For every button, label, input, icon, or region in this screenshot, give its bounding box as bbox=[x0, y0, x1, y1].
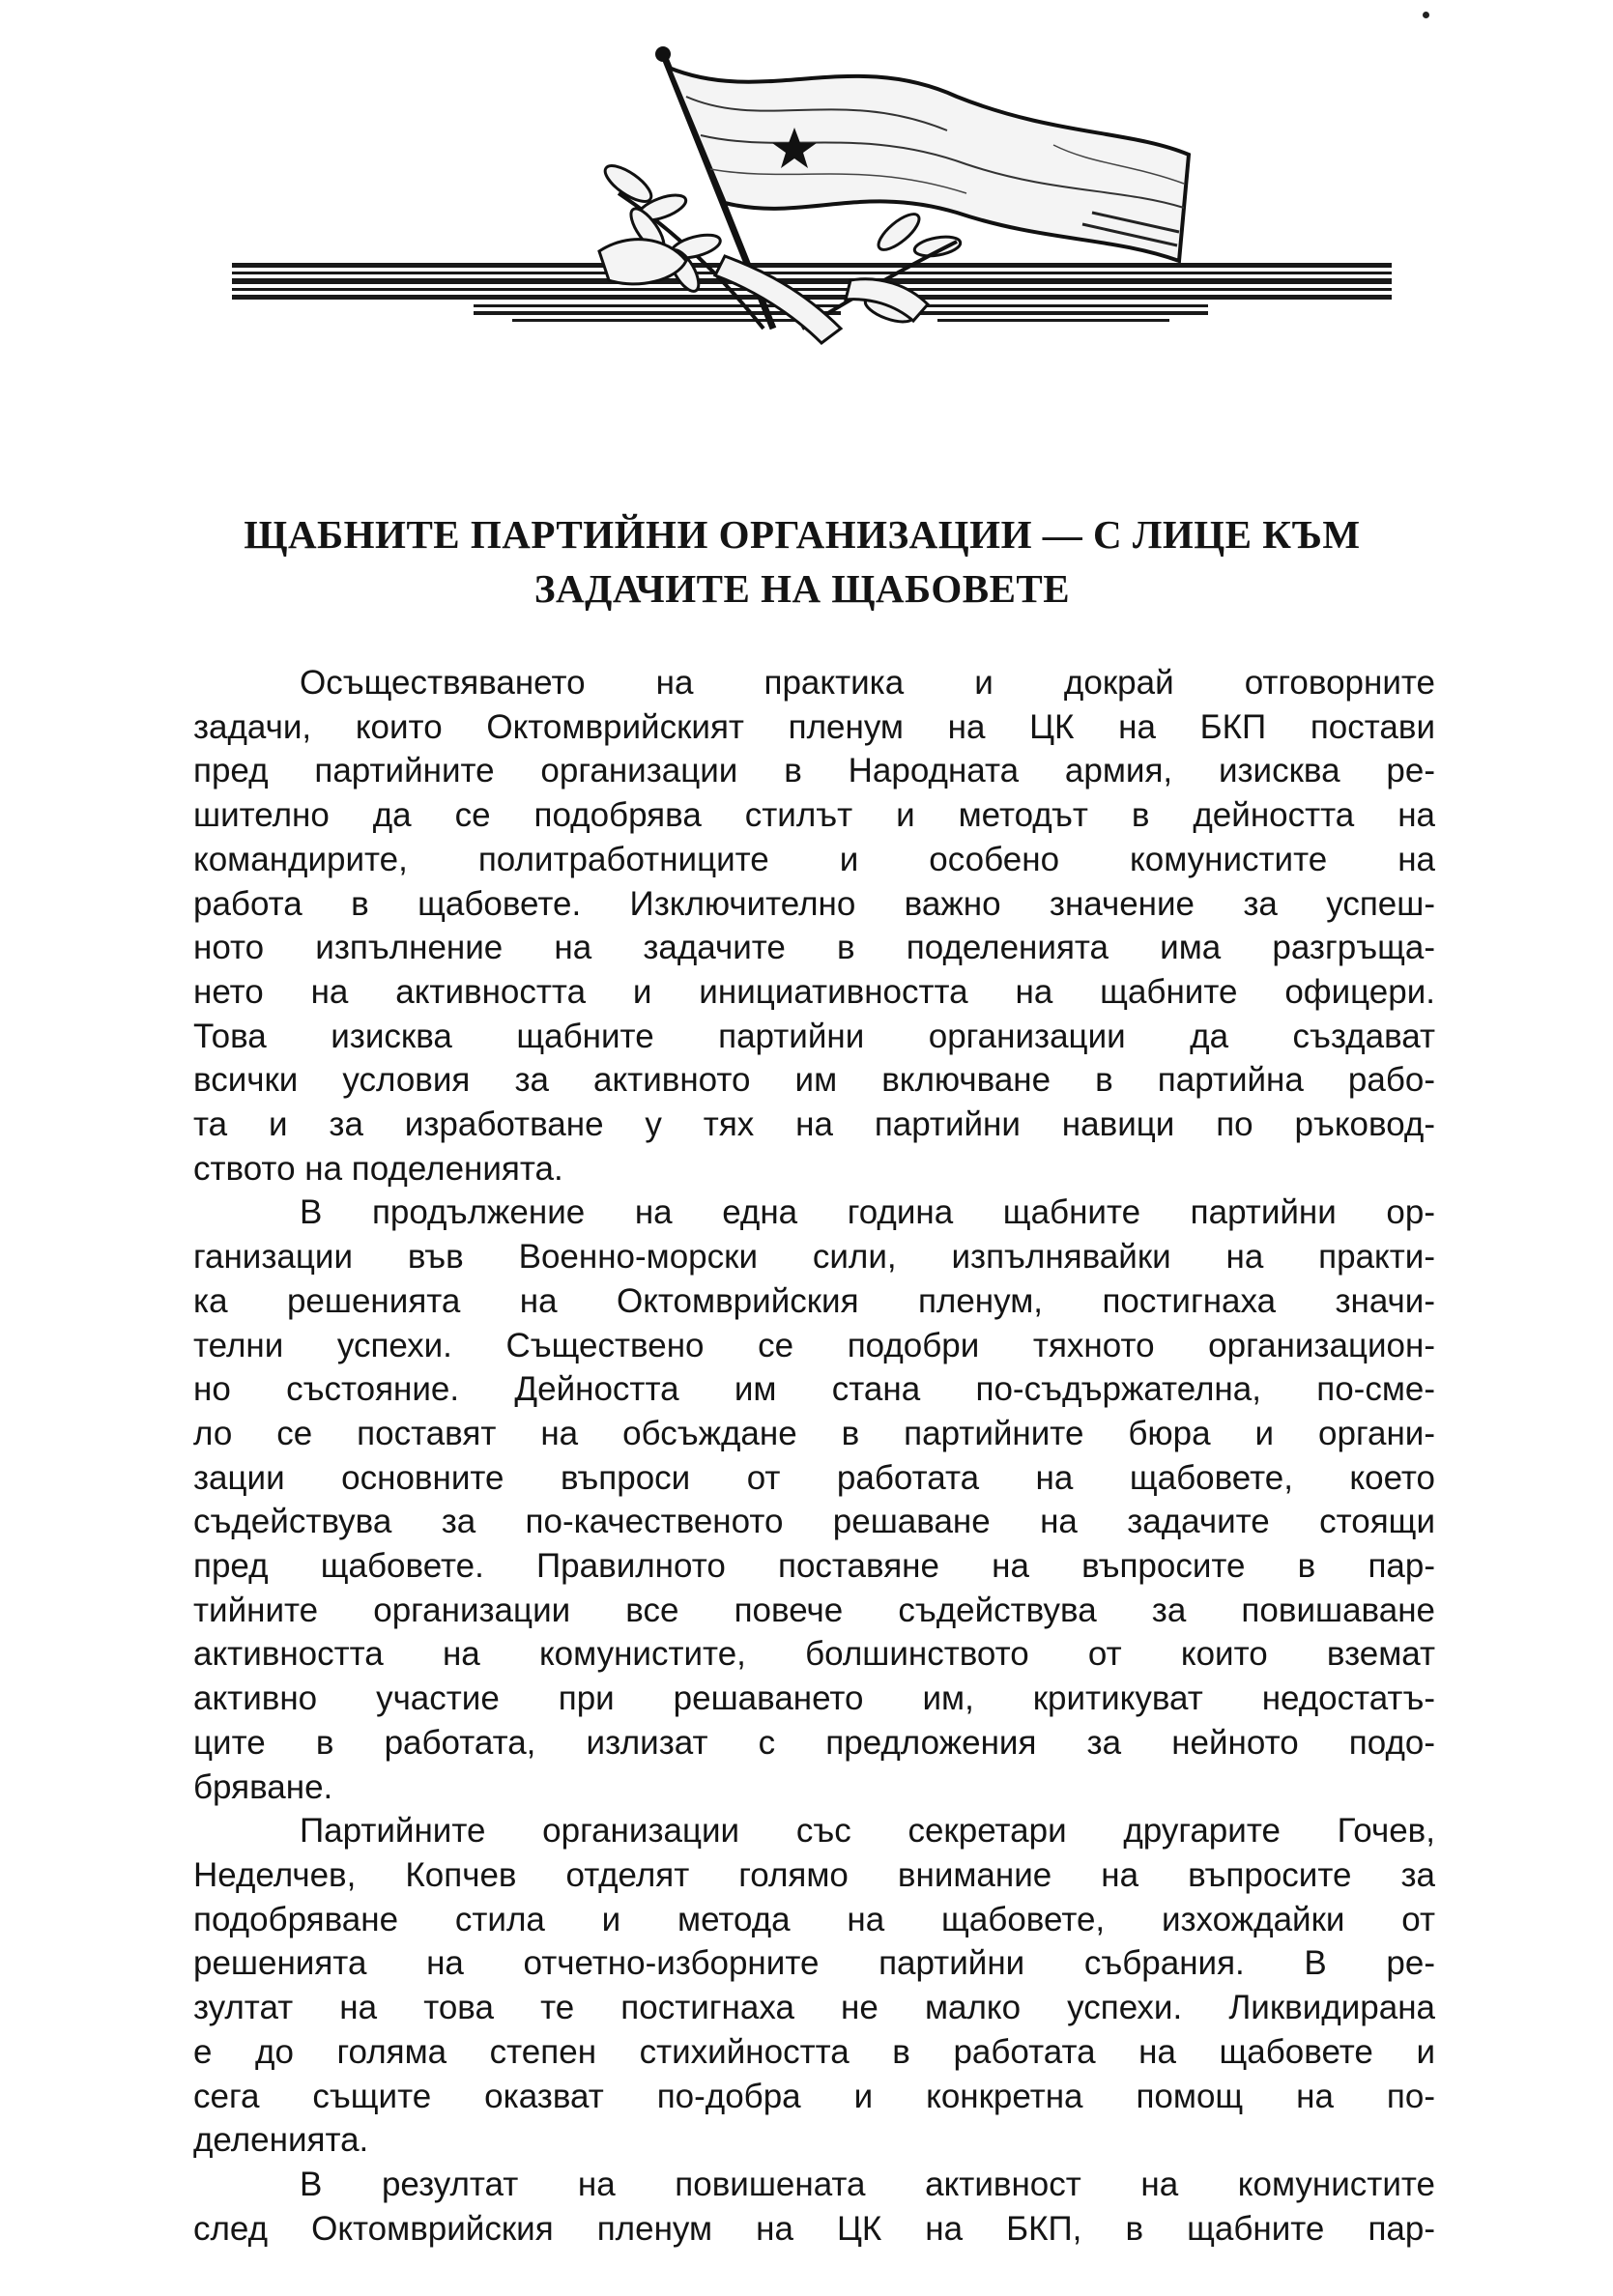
flag-laurel-ornament bbox=[222, 39, 1401, 367]
text-line: след Октомврийския пленум на ЦК на БКП, в щабните пар- bbox=[193, 2209, 1435, 2248]
text-line: задачи, които Октомврийският пленум на ЦК на БКП постави bbox=[193, 707, 1435, 746]
text-line: всички условия за активното им включване в партийна рабо- bbox=[193, 1061, 1435, 1100]
text-line: телни успехи. Съществено се подобри тяхното организацион- bbox=[193, 1326, 1435, 1364]
text-line: подобряване стила и метода на щабовете, изхождайки от bbox=[193, 1900, 1435, 1938]
text-line: Това изисква щабните партийни организации да създават bbox=[193, 1017, 1435, 1055]
text-line: ка решенията на Октомврийския пленум, постигнаха значи- bbox=[193, 1281, 1435, 1320]
title-line: ЗАДАЧИТЕ НА ЩАБОВЕТЕ bbox=[533, 566, 1071, 611]
text-line: деленията. bbox=[193, 2121, 369, 2160]
text-line: съдействува за по-качественото решаване на задачите стоящи bbox=[193, 1503, 1435, 1541]
text-line: ганизации във Военно-морски сили, изпълнявайки на практи- bbox=[193, 1238, 1435, 1277]
text-line: е до голяма степен стихийността в работата на щабовете и bbox=[193, 2032, 1435, 2071]
text-line: решенията на отчетно-изборните партийни събрания. В ре- bbox=[193, 1944, 1435, 1983]
title-line: ЩАБНИТЕ ПАРТИЙНИ ОРГАНИЗАЦИИ — С ЛИЦЕ КЪМ bbox=[244, 512, 1361, 557]
text-line: Осъществяването на практика и докрай отговорните bbox=[300, 664, 1435, 702]
page-title bbox=[145, 507, 1459, 616]
flag-icon bbox=[669, 68, 1189, 261]
print-speck bbox=[1423, 12, 1429, 18]
text-line: зултат на това те постигнаха не малко успехи. Ликвидирана bbox=[193, 1989, 1435, 2027]
paragraph bbox=[193, 1809, 1435, 2163]
paragraph bbox=[193, 1191, 1435, 1809]
text-line: работа в щабовете. Изключително важно значение за успеш- bbox=[193, 884, 1435, 923]
text-line: Неделчев, Копчев отделят голямо внимание на въпросите за bbox=[193, 1855, 1435, 1894]
text-line: шително да се подобрява стилът и методът в дейността на bbox=[193, 796, 1435, 835]
paragraph bbox=[193, 661, 1435, 1191]
text-line: В продължение на една година щабните партийни ор- bbox=[300, 1193, 1435, 1232]
text-line: ло се поставят на обсъждане в партийните бюра и органи- bbox=[193, 1414, 1435, 1452]
text-line: пред партийните организации в Народната армия, изисква ре- bbox=[193, 752, 1435, 790]
text-line: ното изпълнение на задачите в поделенията има разгръща- bbox=[193, 929, 1435, 967]
text-line: В резултат на повишената активност на комунистите bbox=[300, 2165, 1435, 2203]
text-line: тийните организации все повече съдействува за повишаване bbox=[193, 1591, 1435, 1629]
text-line: командирите, политработниците и особено комунистите на bbox=[193, 840, 1435, 878]
text-line: Партийните организации със секретари другарите Гочев, bbox=[300, 1812, 1435, 1851]
text-line: та и за изработване у тях на партийни навици по ръковод- bbox=[193, 1105, 1435, 1144]
text-line: пред щабовете. Правилното поставяне на въпросите в пар- bbox=[193, 1547, 1435, 1586]
text-line: активно участие при решаването им, критикуват недостатъ- bbox=[193, 1679, 1435, 1718]
text-line: бряване. bbox=[193, 1767, 333, 1806]
article-body bbox=[193, 661, 1435, 2251]
text-line: нето на активността и инициативността на щабните офицери. bbox=[193, 972, 1435, 1011]
text-line: но състояние. Дейността им стана по-съдържателна, по-сме- bbox=[193, 1370, 1435, 1409]
text-line: зации основните въпроси от работата на щабовете, което bbox=[193, 1458, 1435, 1497]
text-line: ците в работата, излизат с предложения за нейното подо- bbox=[193, 1723, 1435, 1762]
text-line: сега същите оказват по-добра и конкретна помощ на по- bbox=[193, 2077, 1435, 2115]
paragraph bbox=[193, 2163, 1435, 2251]
text-line: активността на комунистите, болшинството от които вземат bbox=[193, 1635, 1435, 1674]
text-line: ството на поделенията. bbox=[193, 1149, 563, 1188]
